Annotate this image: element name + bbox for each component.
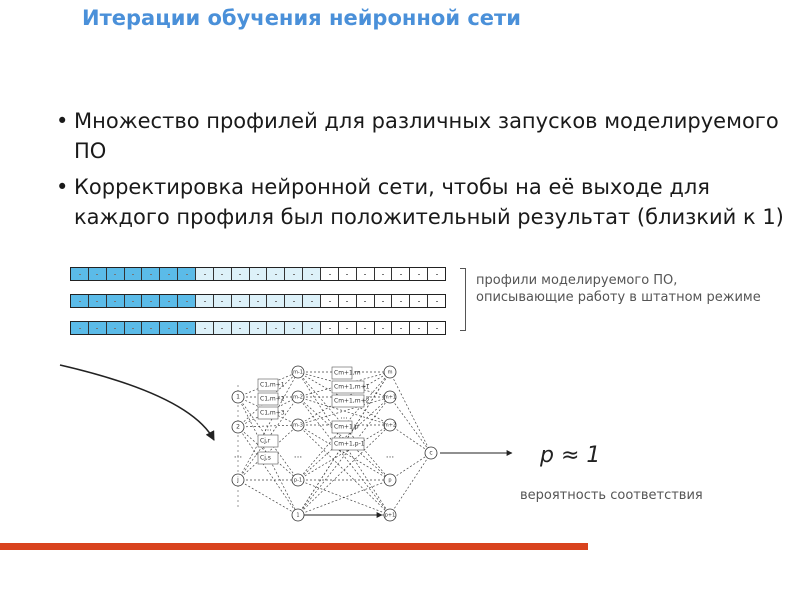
weight-label: Cj,s	[260, 454, 271, 462]
weight-label: Cm+1,m+2	[334, 397, 370, 405]
weight-label: Cj,r	[260, 437, 271, 445]
profile-cell	[250, 295, 268, 307]
network-edge	[390, 425, 431, 453]
profile-strips	[70, 267, 446, 348]
node-label: 1	[236, 393, 240, 401]
profile-cell	[196, 268, 214, 280]
network-ellipsis: ...	[385, 450, 395, 461]
profile-cell	[125, 268, 143, 280]
profile-cell	[321, 322, 339, 334]
profile-cell	[125, 295, 143, 307]
profile-cell	[285, 268, 303, 280]
node-label: m-3	[293, 422, 303, 429]
network-edge	[387, 369, 431, 453]
profile-cell	[89, 268, 107, 280]
neural-network-diagram	[0, 345, 800, 535]
profile-cell	[428, 268, 445, 280]
footer-bar	[0, 543, 588, 550]
profile-cell	[142, 268, 160, 280]
profile-cell	[107, 295, 125, 307]
profile-cell	[321, 268, 339, 280]
weight-label: C1,m+2	[260, 395, 285, 403]
profile-cell	[125, 322, 143, 334]
profile-cell	[375, 322, 393, 334]
node-label: c	[429, 449, 433, 457]
profile-cell	[267, 268, 285, 280]
profile-cell	[428, 295, 445, 307]
node-label: m	[387, 369, 393, 376]
profile-cell	[107, 322, 125, 334]
profile-cell	[392, 295, 410, 307]
node-label: 1	[296, 512, 300, 519]
profile-cell	[357, 295, 375, 307]
weight-label: Cm+1,m+1	[334, 383, 370, 391]
profile-cell	[303, 295, 321, 307]
profile-strip	[70, 294, 446, 308]
profile-cell	[339, 295, 357, 307]
profile-cell	[89, 322, 107, 334]
profile-cell	[178, 322, 196, 334]
profile-cell	[250, 268, 268, 280]
profile-cell	[142, 295, 160, 307]
profiles-note: профили моделируемого ПО, описывающие работу в штатном режиме	[476, 273, 761, 305]
profile-cell	[196, 295, 214, 307]
network-edge	[390, 453, 431, 515]
profile-cell	[303, 268, 321, 280]
profile-cell	[428, 322, 445, 334]
profiles-brace	[460, 268, 466, 331]
network-ellipsis: ...	[264, 423, 272, 433]
profile-strip	[70, 267, 446, 281]
probability-label: вероятность соответствия	[520, 488, 703, 503]
profile-cell	[178, 268, 196, 280]
weight-label: Cm+1,m	[334, 369, 361, 377]
profile-cell	[196, 322, 214, 334]
profile-cell	[160, 268, 178, 280]
profile-cell	[71, 295, 89, 307]
network-edge	[390, 453, 431, 480]
node-label: p+1	[384, 512, 396, 519]
curved-arrow	[60, 365, 214, 440]
bullet-item-profiles	[56, 106, 786, 166]
profile-cell	[142, 322, 160, 334]
bullet-text: Корректировка нейронной сети, чтобы на её выходе для каждого профиля был положительный результат (близкий к 1)	[74, 175, 784, 229]
profile-cell	[303, 322, 321, 334]
probability-expression: p ≈ 1	[540, 443, 601, 468]
profile-cell	[214, 322, 232, 334]
profile-cell	[160, 322, 178, 334]
bullet-item-correction	[56, 172, 786, 232]
profile-cell	[160, 295, 178, 307]
profile-cell	[232, 322, 250, 334]
network-ellipsis: ...	[340, 411, 348, 421]
bullet-text: Множество профилей для различных запусков моделируемого ПО	[74, 109, 779, 163]
profile-cell	[71, 268, 89, 280]
profile-cell	[392, 322, 410, 334]
profile-cell	[410, 295, 428, 307]
weight-label: C1,m+3	[260, 409, 285, 417]
network-ellipsis: ...	[233, 450, 243, 461]
profile-cell	[285, 322, 303, 334]
node-label: m+1	[383, 394, 397, 401]
weight-label: C1,m+1	[260, 381, 285, 389]
bullet-marker: •	[56, 109, 69, 133]
bullet-marker: •	[56, 175, 69, 199]
profile-cell	[410, 322, 428, 334]
profile-cell	[375, 268, 393, 280]
node-label: 2	[236, 423, 240, 431]
network-ellipsis: ...	[293, 450, 303, 461]
profile-cell	[375, 295, 393, 307]
slide-title: Итерации обучения нейронной сети	[82, 6, 521, 30]
profile-cell	[357, 322, 375, 334]
profile-cell	[178, 295, 196, 307]
profile-cell	[107, 268, 125, 280]
node-label: m+2	[383, 422, 397, 429]
profile-cell	[285, 295, 303, 307]
node-label: p	[388, 477, 392, 484]
profile-cell	[267, 295, 285, 307]
node-label: m-2	[293, 394, 303, 401]
profile-cell	[214, 295, 232, 307]
profile-cell	[250, 322, 268, 334]
profile-cell	[232, 268, 250, 280]
node-label: j	[237, 476, 239, 484]
profile-cell	[339, 322, 357, 334]
node-label: m-1	[293, 369, 303, 376]
profile-cell	[392, 268, 410, 280]
profile-cell	[321, 295, 339, 307]
profile-cell	[214, 268, 232, 280]
profile-cell	[232, 295, 250, 307]
bullet-list	[56, 106, 786, 238]
profile-cell	[339, 268, 357, 280]
profile-cell	[71, 322, 89, 334]
weight-label: Cm+1,p	[334, 423, 359, 431]
profile-cell	[357, 268, 375, 280]
profile-strip	[70, 321, 446, 335]
profile-cell	[410, 268, 428, 280]
profile-cell	[89, 295, 107, 307]
profile-cell	[267, 322, 285, 334]
node-label: p-1	[293, 477, 303, 484]
weight-label: Cm+1,p-1	[334, 440, 365, 448]
